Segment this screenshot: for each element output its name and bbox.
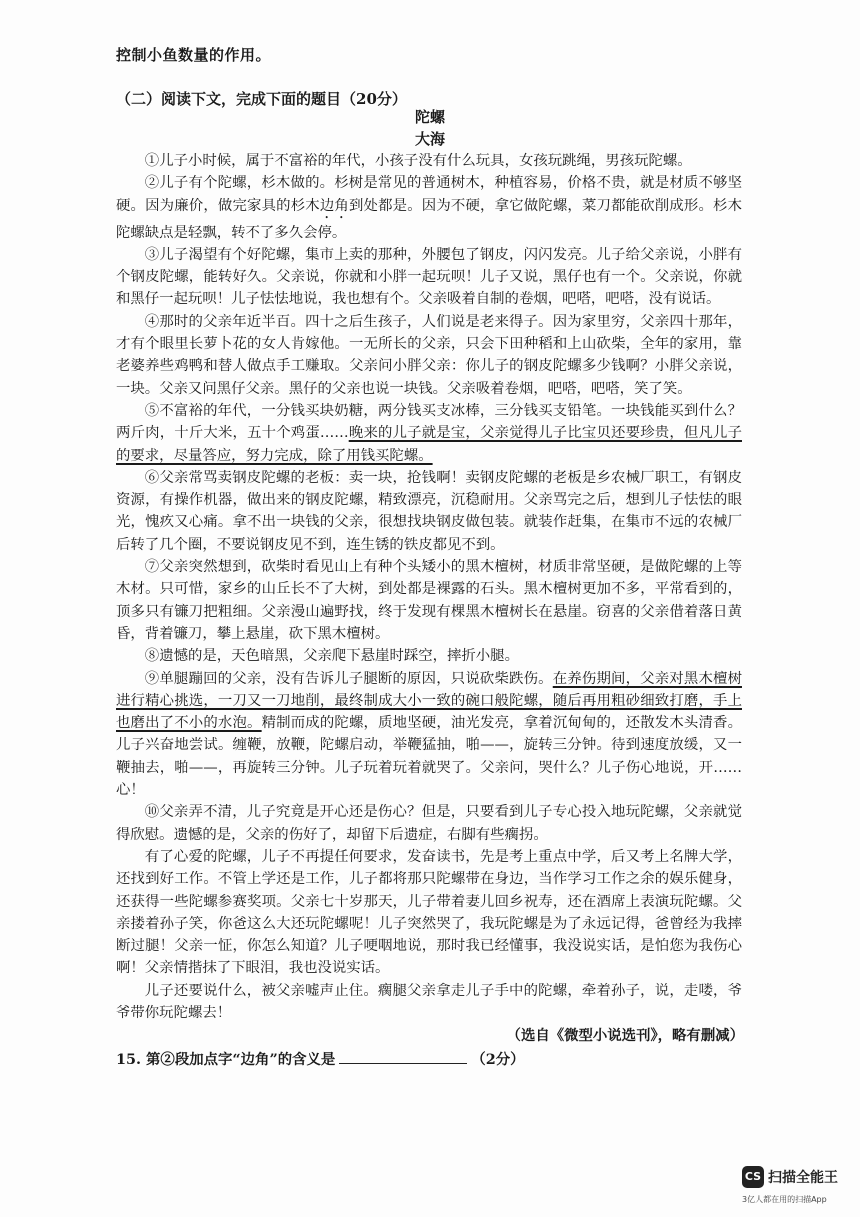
paragraph [116,801,742,846]
paragraph-text: ①儿子小时候，属于不富裕的年代，小孩子没有什么玩具，女孩玩跳绳，男孩玩陀螺。 [144,153,692,169]
paragraph-text: ⑥父亲常骂卖钢皮陀螺的老板：卖一块，抢钱啊！卖钢皮陀螺的老板是乡农械厂职工，有钢皮资源，有操作机器，做出来的钢皮陀螺，精致漂亮，沉稳耐用。父亲骂完之后，想到儿子怯怯的眼光，愧疚又心痛。拿不出一块钱的父亲，很想找块钢皮做包装。就装作赶集，在集市不远的农械厂后转了几个圈，不要说钢皮见不到，连生锈的铁皮都见不到。 [116,469,742,553]
paragraph [116,556,742,645]
paragraph [116,172,742,244]
paragraph-text: ②儿子有个陀螺，杉木做的。杉树是常见的普通树木，种植容易，价格不贵，就是材质不够坚硬。因为廉价，做完家具的杉木 [116,175,742,214]
paragraph-text: 有了心爱的陀螺，儿子不再提任何要求，发奋读书，先是考上重点中学，后又考上名牌大学，还找到好工作。不管上学还是工作，儿子都将那只陀螺带在身边，当作学习工作之余的娱乐健身，还获得一些陀螺参赛奖项。父亲七十岁那天，儿子带着妻儿回乡祝寿，还在酒席上表演玩陀螺。父亲搂着孙子笑，你爸这么大还玩陀螺呢！儿子突然哭了，我玩陀螺是为了永远记得，爸曾经为我摔断过腿！父亲一怔，你怎么知道？儿子哽咽地说，那时我已经懂事，我没说实话，是怕您为我伤心啊！父亲情揩抹了下眼泪，我也没说实话。 [116,848,742,977]
question-15 [116,1048,524,1069]
camscanner-logo: CS [742,1166,764,1188]
paragraph [116,846,742,980]
watermark-tagline: 3亿人都在用的扫描App [742,1195,827,1204]
scanner-watermark [742,1166,852,1210]
paragraph [116,645,742,667]
source-note: （选自《微型小说选刊》，略有删减） [506,1027,744,1044]
previous-answer-tail: 控制小鱼数量的作用。 [116,46,272,64]
paragraph-text: 儿子还要说什么，被父亲嘘声止住。瘸腿父亲拿走儿子手中的陀螺，牵着孙子，说，走喽，爷爷带你玩陀螺去！ [116,982,742,1021]
underlined-sentence: 在养伤期间，父亲对黑木檀树进行精心挑选，一刀又一刀地削，最终制成大小一致的碗口般陀螺，随后再用粗砂细致打磨，手上也磨出了不小的水泡。 [116,670,742,732]
paragraph-text: ③儿子渴望有个好陀螺，集市上卖的那种，外腰包了钢皮，闪闪发亮。儿子给父亲说，小胖有个钢皮陀螺，能转好久。父亲说，你就和小胖一起玩呗！儿子又说，黑仔也有一个。父亲说，你就和黑仔一起玩呗！儿子怯怯地说，我也想有个。父亲吸着自制的卷烟，吧嗒，吧嗒，没有说话。 [116,246,742,308]
question-points: （2分） [471,1051,525,1068]
paragraph-text: ④那时的父亲年近半百。四十之后生孩子，人们说是老来得子。因为家里穷，父亲四十那年，才有个眼里长萝卜花的女人肯嫁他。一无所长的父亲，只会下田种稻和上山砍柴，全年的家用，靠老婆养些鸡鸭和替人做点手工赚取。父亲问小胖父亲：你儿子的钢皮陀螺多少钱啊？小胖父亲说，一块。父亲又问黑仔父亲。黑仔的父亲也说一块钱。父亲吸着卷烟，吧嗒，吧嗒，笑了笑。 [116,313,742,397]
dotted-keyword: 边角 [319,197,349,214]
paragraph-text: ⑤不富裕的年代，一分钱买块奶糖，两分钱买支冰棒，三分钱买支铅笔。一块钱能买到什么？两斤肉，十斤大米，五十个鸡蛋…… [116,402,742,442]
passage-title: 陀螺 [414,108,445,126]
underlined-sentence: 晚来的儿子就是宝，父亲觉得儿子比宝贝还要珍贵，但凡儿子的要求，尽量答应，努力完成，除了用钱买陀螺。 [116,425,742,464]
paragraph [116,980,742,1025]
paragraph-text: ⑧遗憾的是，天色暗黑，父亲爬下悬崖时踩空，摔折小腿。 [144,648,519,665]
paragraph [116,467,742,556]
watermark-app-name: 扫描全能王 [768,1170,838,1186]
paragraph [116,311,742,400]
paragraph [116,150,742,172]
paragraph [116,244,742,311]
paragraph-text: ⑦父亲突然想到，砍柴时看见山上有种个头矮小的黑木檀树，材质非常坚硬，是做陀螺的上等木材。只可惜，家乡的山丘长不了大树，到处都是裸露的石头。黑木檀树更加不多，平常看到的，顶多只有镰刀把粗细。父亲漫山遍野找，终于发现有棵黑木檀树长在悬崖。窃喜的父亲借着落日黄昏，背着镰刀，攀上悬崖，砍下黑木檀树。 [116,559,742,642]
answer-blank[interactable] [339,1049,467,1064]
section-heading: （二）阅读下文，完成下面的题目（20分） [116,90,407,108]
passage-body [116,150,742,1024]
question-prefix: 15. 第②段加点字“边角”的含义是 [116,1051,336,1068]
paragraph-text: ⑨单腿蹦回的父亲，没有告诉儿子腿断的原因，只说砍柴跌伤。 [144,670,553,687]
paragraph [116,668,742,802]
passage-author: 大海 [414,130,445,148]
paragraph [116,400,742,467]
paragraph-text: 精制而成的陀螺，质地坚硬，油光发亮，拿着沉甸甸的，还散发木头清香。儿子兴奋地尝试。缠鞭，放鞭，陀螺启动，举鞭猛抽，啪——，旋转三分钟。待到速度放缓，又一鞭抽去，啪——，再旋转三分钟。儿子玩着玩着就哭了。父亲问，哭什么？儿子伤心地说，开……心！ [116,715,742,799]
paragraph-text: 到处都是。因为不硬，拿它做陀螺，菜刀都能砍削成形。杉木陀螺缺点是轻飘，转不了多久会停。 [116,197,742,241]
paragraph-text: ⑩父亲弄不清，儿子究竟是开心还是伤心？但是，只要看到儿子专心投入地玩陀螺，父亲就觉得欣慰。遗憾的是，父亲的伤好了，却留下后遗症，右脚有些瘸拐。 [116,804,742,843]
